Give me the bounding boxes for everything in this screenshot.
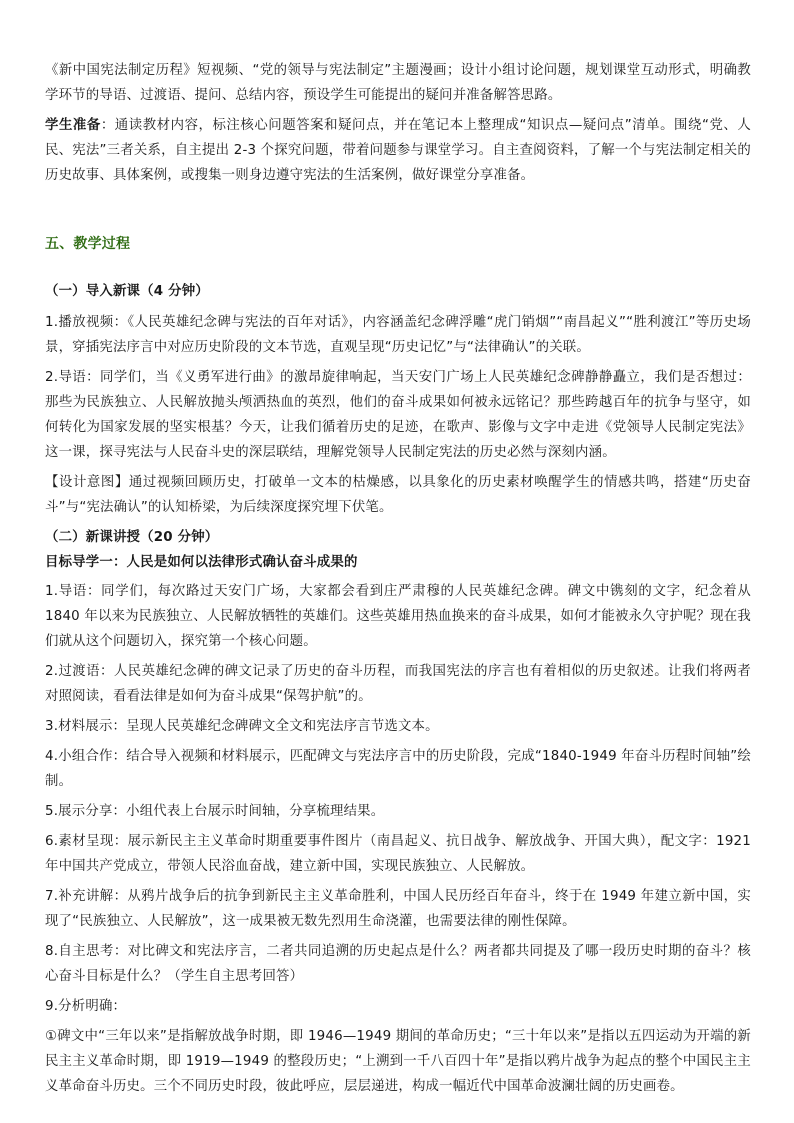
design-intent-label: 【设计意图】: [45, 475, 129, 490]
teacher-prep-continuation: 《新中国宪法制定历程》短视频、“党的领导与宪法制定”主题漫画；设计小组讨论问题，规划课堂互动形式，明确教学环节的导语、过渡语、提问、总结内容，预设学生可能提出的疑问并准备解答思路。: [45, 63, 751, 103]
document-page: [45, 58, 751, 1104]
student-prep-label: 学生准备: [45, 118, 101, 133]
student-prep-paragraph: [45, 113, 751, 188]
part2-item: 7.补充讲解：从鸦片战争后的抗争到新民主主义革命胜利，中国人民历经百年奋斗，终于在 1949 年建立新中国，实现了“民族独立、人民解放”，这一成果被无数先烈用生命浇灌，也需要法律的刚性保障。: [45, 889, 751, 929]
part1-item-1: 1.播放视频：《人民英雄纪念碑与宪法的百年对话》，内容涵盖纪念碑浮雕“虎门销烟”“南昌起义”“胜利渡江”等历史场景，穿插宪法序言中对应历史阶段的文本节选，直观呈现“历史记忆”与“法律确认”的关联。: [45, 315, 751, 355]
part2-title: （二）新课讲授（20 分钟）: [45, 530, 219, 545]
design-intent-paragraph: [45, 470, 751, 520]
goal-heading: 目标导学一：人民是如何以法律形式确认奋斗成果的: [45, 555, 358, 570]
part2-item: 9.分析明确：: [45, 999, 127, 1014]
part2-item: 5.展示分享：小组代表上台展示时间轴，分享梳理结果。: [45, 804, 385, 819]
part2-item: 8.自主思考：对比碑文和宪法序言，二者共同追溯的历史起点是什么？两者都共同提及了哪一段历史时期的奋斗？核心奋斗目标是什么？（学生自主思考回答）: [45, 944, 751, 984]
part1-item-2: 2.导语：同学们，当《义勇军进行曲》的激昂旋律响起，当天安门广场上人民英雄纪念碑静静矗立，我们是否想过：那些为民族独立、人民解放抛头颅洒热血的英烈，他们的奋斗成果如何被永远铭记？那些跨越百年的抗争与坚守，如何转化为国家发展的坚实根基？今天，让我们循着历史的足迹，在歌声、影像与文字中走进《党领导人民制定宪法》这一课，探寻宪法与人民奋斗史的深层联结，理解党领导人民制定宪法的历史必然与深刻内涵。: [45, 370, 751, 460]
part2-item: 6.素材呈现：展示新民主主义革命时期重要事件图片（南昌起义、抗日战争、解放战争、开国大典），配文字：1921 年中国共产党成立，带领人民浴血奋战，建立新中国，实现民族独立、人民解放。: [45, 834, 751, 874]
part2-item: 3.材料展示：呈现人民英雄纪念碑碑文全文和宪法序言节选文本。: [45, 719, 439, 734]
part2-item: 2.过渡语：人民英雄纪念碑的碑文记录了历史的奋斗历程，而我国宪法的序言也有着相似的历史叙述。让我们将两者对照阅读，看看法律是如何为奋斗成果“保驾护航”的。: [45, 664, 751, 704]
section-title: 五、教学过程: [45, 236, 131, 252]
design-intent-text: 通过视频回顾历史，打破单一文本的枯燥感，以具象化的历史素材唤醒学生的情感共鸣，搭建“历史奋斗”与“宪法确认”的认知桥梁，为后续深度探究埋下伏笔。: [45, 475, 752, 515]
part2-item: 4.小组合作：结合导入视频和材料展示，匹配碑文与宪法序言中的历史阶段，完成“1840-1949 年奋斗历程时间轴”绘制。: [45, 749, 751, 789]
part1-title: （一）导入新课（4 分钟）: [45, 284, 209, 299]
student-prep-text: ：通读教材内容，标注核心问题答案和疑问点，并在笔记本上整理成“知识点—疑问点”清单。围绕“党、人民、宪法”三者关系，自主提出 2-3 个探究问题，带着问题参与课堂学习。自主查阅资料，了解一个与宪法制定相关的历史故事、具体案例，或搜集一则身边遵守宪法的生活案例，做好课堂分享准备。: [45, 118, 751, 183]
part2-item: 1.导语：同学们，每次路过天安门广场，大家都会看到庄严肃穆的人民英雄纪念碑。碑文中镌刻的文字，纪念着从 1840 年以来为民族独立、人民解放牺牲的英雄们。这些英雄用热血换来的奋斗成果，如何才能被永久守护呢？现在我们就从这个问题切入，探究第一个核心问题。: [45, 584, 751, 649]
part2-item: ①碑文中“三年以来”是指解放战争时期，即 1946—1949 期间的革命历史；“三十年以来”是指以五四运动为开端的新民主主义革命时期，即 1919—1949 的整段历史；“上溯到一千八百四十年”是指以鸦片战争为起点的整个中国民主主义革命奋斗历史。三个不同历史时段，彼此呼应，层层递进，构成一幅近代中国革命波澜壮阔的历史画卷。: [45, 1029, 751, 1094]
